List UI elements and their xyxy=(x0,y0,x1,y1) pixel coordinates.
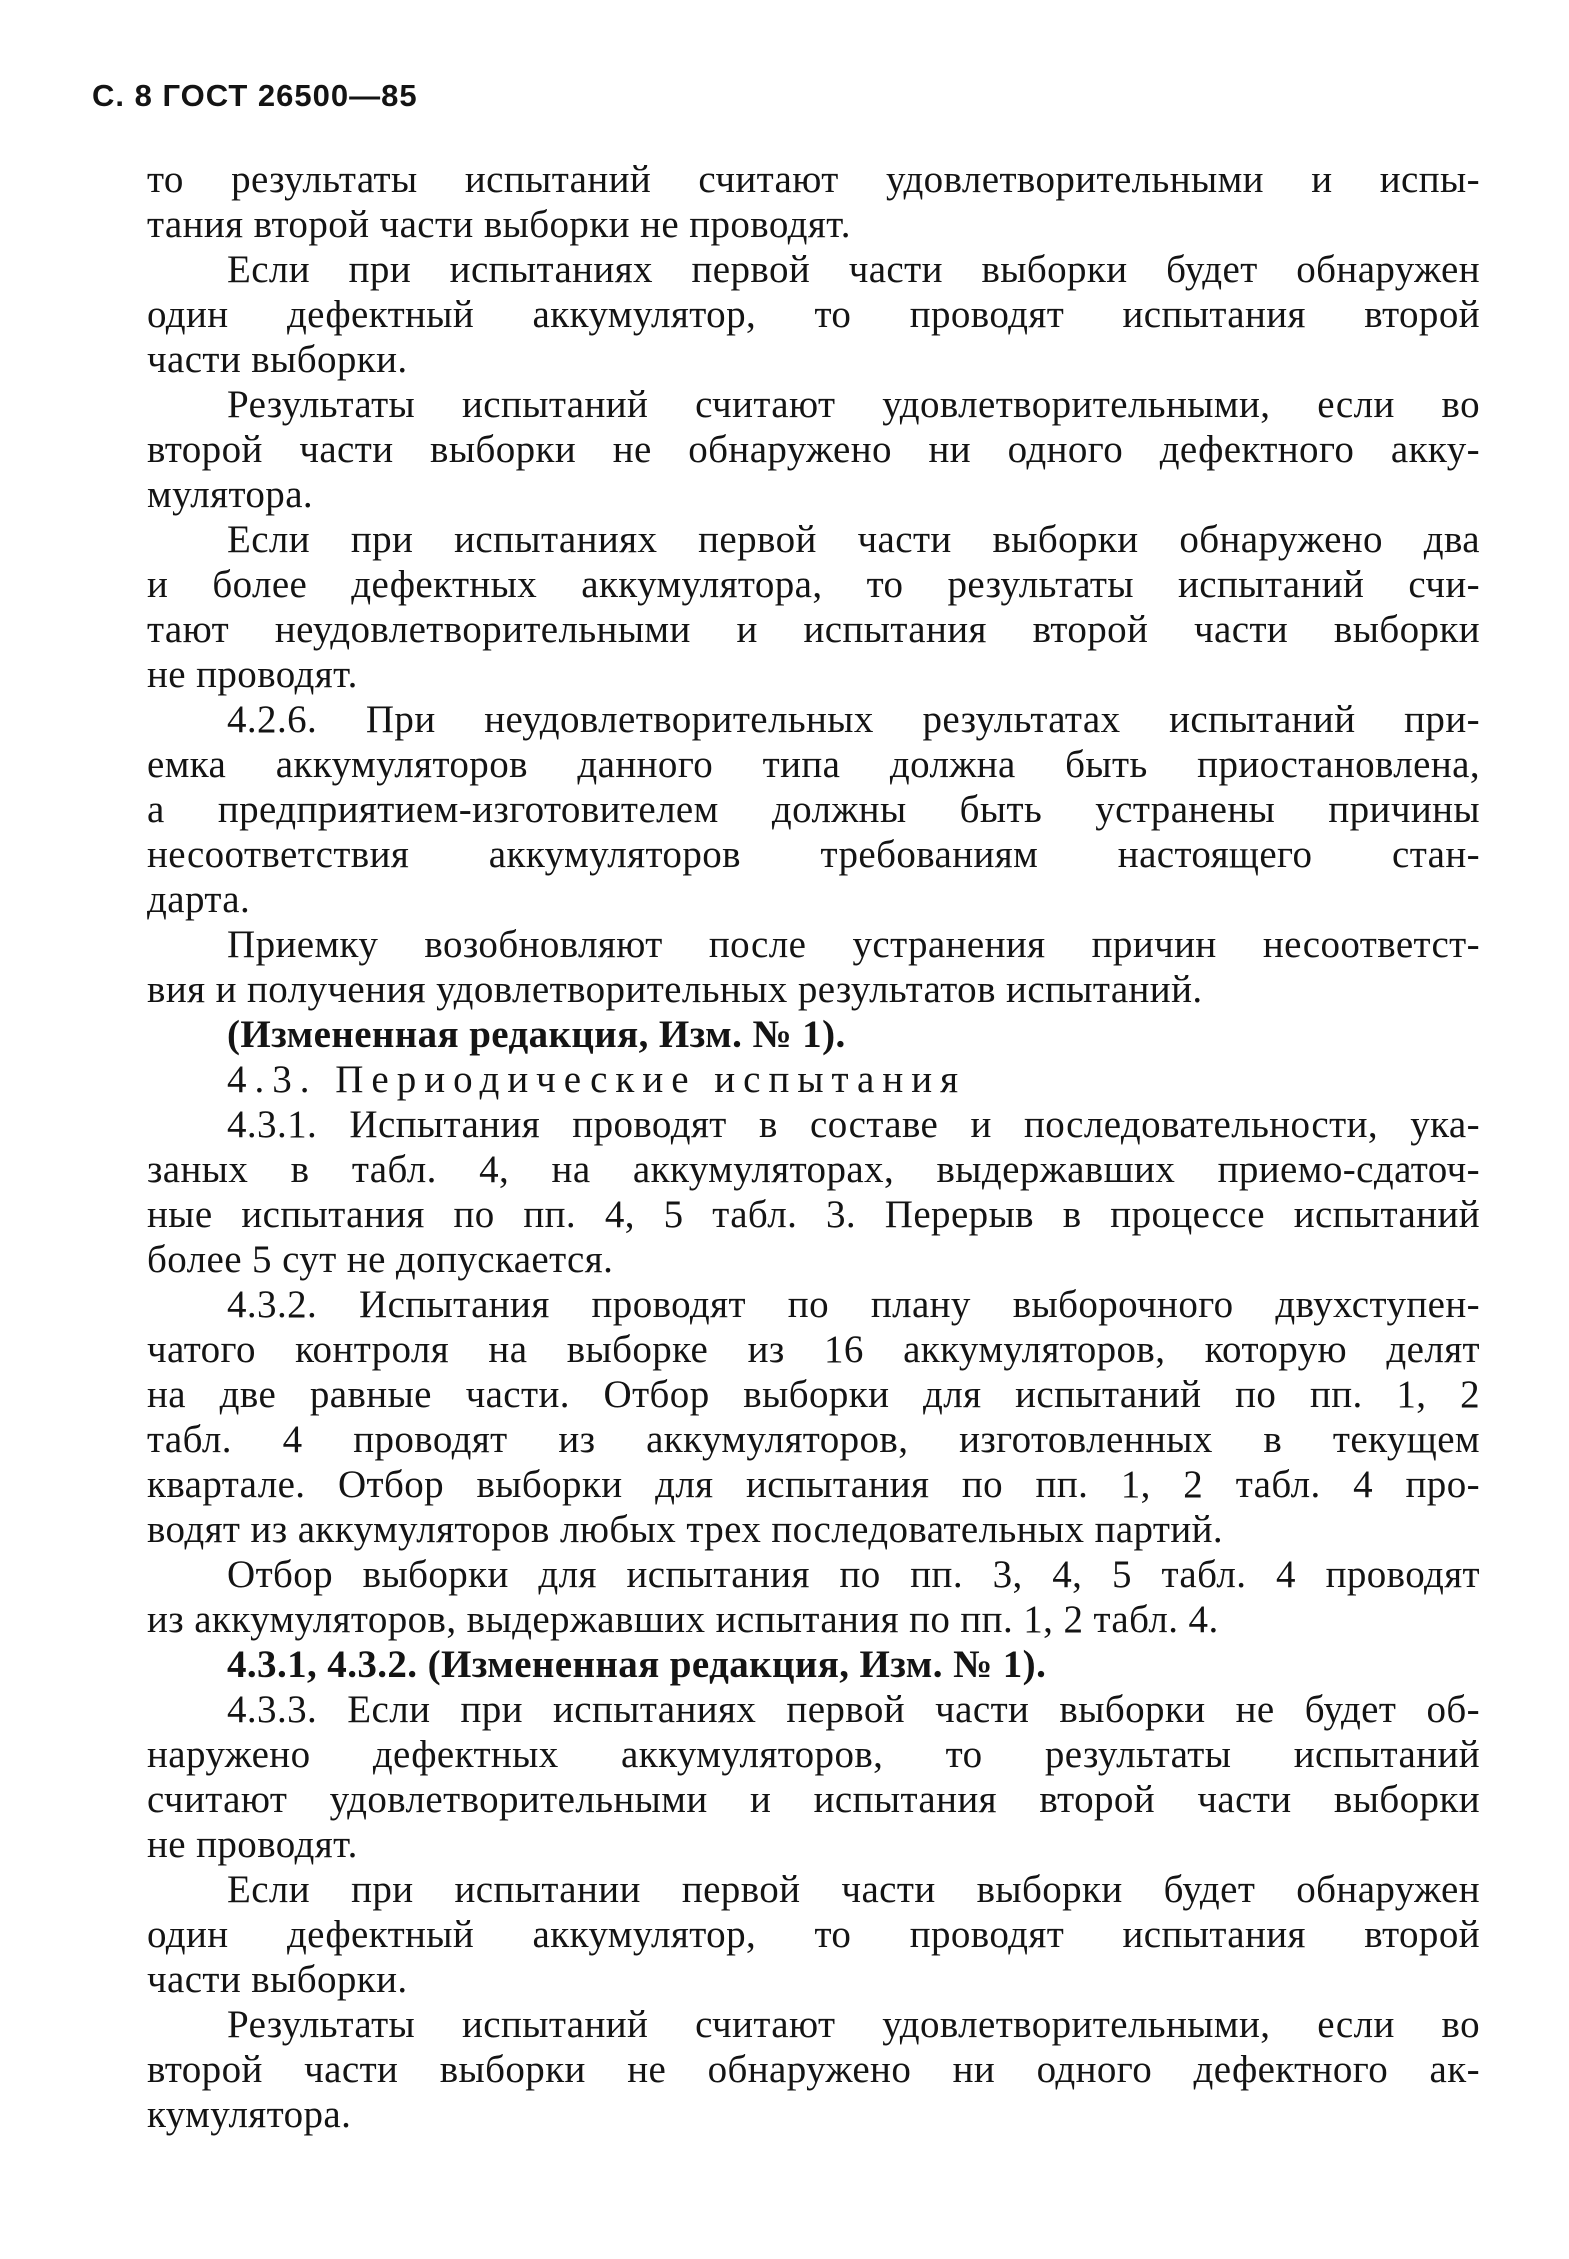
paragraph xyxy=(147,697,1480,922)
text-line: не проводят. xyxy=(147,653,358,696)
text-line: ные испытания по пп. 4, 5 табл. 3. Перерыв в процессе испытаний xyxy=(147,1193,1480,1236)
text-line: 4.3. Периодические испытания xyxy=(227,1058,967,1101)
page-header: С. 8 ГОСТ 26500—85 xyxy=(92,78,418,113)
paragraph xyxy=(147,157,1480,247)
paragraph xyxy=(147,382,1480,517)
text-line: один дефектный аккумулятор, то проводят испытания второй xyxy=(147,293,1480,336)
document-body xyxy=(147,157,1480,2137)
paragraph xyxy=(147,1282,1480,1552)
text-line: 4.3.2. Испытания проводят по плану выборочного двухступен- xyxy=(227,1283,1480,1326)
text-line: водят из аккумуляторов любых трех последовательных партий. xyxy=(147,1508,1224,1551)
text-line: 4.2.6. При неудовлетворительных результатах испытаний при- xyxy=(227,698,1480,741)
text-line: второй части выборки не обнаружено ни одного дефектного акку- xyxy=(147,428,1480,471)
text-line: 4.3.1. Испытания проводят в составе и последовательности, ука- xyxy=(227,1103,1480,1146)
text-line: табл. 4 проводят из аккумуляторов, изготовленных в текущем xyxy=(147,1418,1480,1461)
text-line: заных в табл. 4, на аккумуляторах, выдержавших приемо-сдаточ- xyxy=(147,1148,1480,1191)
text-line: 4.3.3. Если при испытаниях первой части выборки не будет об- xyxy=(227,1688,1480,1731)
text-line: тают неудовлетворительными и испытания второй части выборки xyxy=(147,608,1480,651)
paragraph xyxy=(147,1552,1480,1642)
paragraph xyxy=(147,1102,1480,1282)
paragraph xyxy=(147,1687,1480,1867)
text-line: из аккумуляторов, выдержавших испытания по пп. 1, 2 табл. 4. xyxy=(147,1598,1219,1641)
paragraph xyxy=(147,2002,1480,2137)
amendment-note xyxy=(147,1012,1480,1057)
text-line: Если при испытаниях первой части выборки обнаружено два xyxy=(227,518,1480,561)
text-line: один дефектный аккумулятор, то проводят испытания второй xyxy=(147,1913,1480,1956)
text-line: не проводят. xyxy=(147,1823,358,1866)
amendment-note xyxy=(147,1642,1480,1687)
text-line: дарта. xyxy=(147,878,251,921)
text-line: (Измененная редакция, Изм. № 1). xyxy=(227,1013,846,1056)
text-line: Отбор выборки для испытания по пп. 3, 4, 5 табл. 4 проводят xyxy=(227,1553,1480,1596)
text-line: части выборки. xyxy=(147,1958,408,2001)
text-line: то результаты испытаний считают удовлетворительными и испы- xyxy=(147,158,1480,201)
paragraph xyxy=(147,1867,1480,2002)
text-line: второй части выборки не обнаружено ни одного дефектного ак- xyxy=(147,2048,1480,2091)
text-line: Если при испытании первой части выборки будет обнаружен xyxy=(227,1868,1480,1911)
section-heading xyxy=(147,1057,1480,1102)
text-line: Если при испытаниях первой части выборки будет обнаружен xyxy=(227,248,1480,291)
text-line: и более дефектных аккумулятора, то результаты испытаний счи- xyxy=(147,563,1480,606)
paragraph xyxy=(147,247,1480,382)
text-line: кумулятора. xyxy=(147,2093,352,2136)
text-line: наружено дефектных аккумуляторов, то результаты испытаний xyxy=(147,1733,1480,1776)
text-line: мулятора. xyxy=(147,473,314,516)
text-line: Приемку возобновляют после устранения причин несоответст- xyxy=(227,923,1480,966)
text-line: более 5 сут не допускается. xyxy=(147,1238,614,1281)
text-line: Результаты испытаний считают удовлетворительными, если во xyxy=(227,2003,1480,2046)
text-line: несоответствия аккумуляторов требованиям настоящего стан- xyxy=(147,833,1480,876)
text-line: считают удовлетворительными и испытания второй части выборки xyxy=(147,1778,1480,1821)
paragraph xyxy=(147,517,1480,697)
text-line: тания второй части выборки не проводят. xyxy=(147,203,851,246)
text-line: вия и получения удовлетворительных результатов испытаний. xyxy=(147,968,1203,1011)
text-line: 4.3.1, 4.3.2. (Измененная редакция, Изм. № 1). xyxy=(227,1643,1047,1686)
text-line: а предприятием-изготовителем должны быть устранены причины xyxy=(147,788,1480,831)
text-line: емка аккумуляторов данного типа должна быть приостановлена, xyxy=(147,743,1480,786)
text-line: части выборки. xyxy=(147,338,408,381)
text-line: чатого контроля на выборке из 16 аккумуляторов, которую делят xyxy=(147,1328,1480,1371)
paragraph xyxy=(147,922,1480,1012)
text-line: на две равные части. Отбор выборки для испытаний по пп. 1, 2 xyxy=(147,1373,1480,1416)
text-line: квартале. Отбор выборки для испытания по пп. 1, 2 табл. 4 про- xyxy=(147,1463,1480,1506)
text-line: Результаты испытаний считают удовлетворительными, если во xyxy=(227,383,1480,426)
